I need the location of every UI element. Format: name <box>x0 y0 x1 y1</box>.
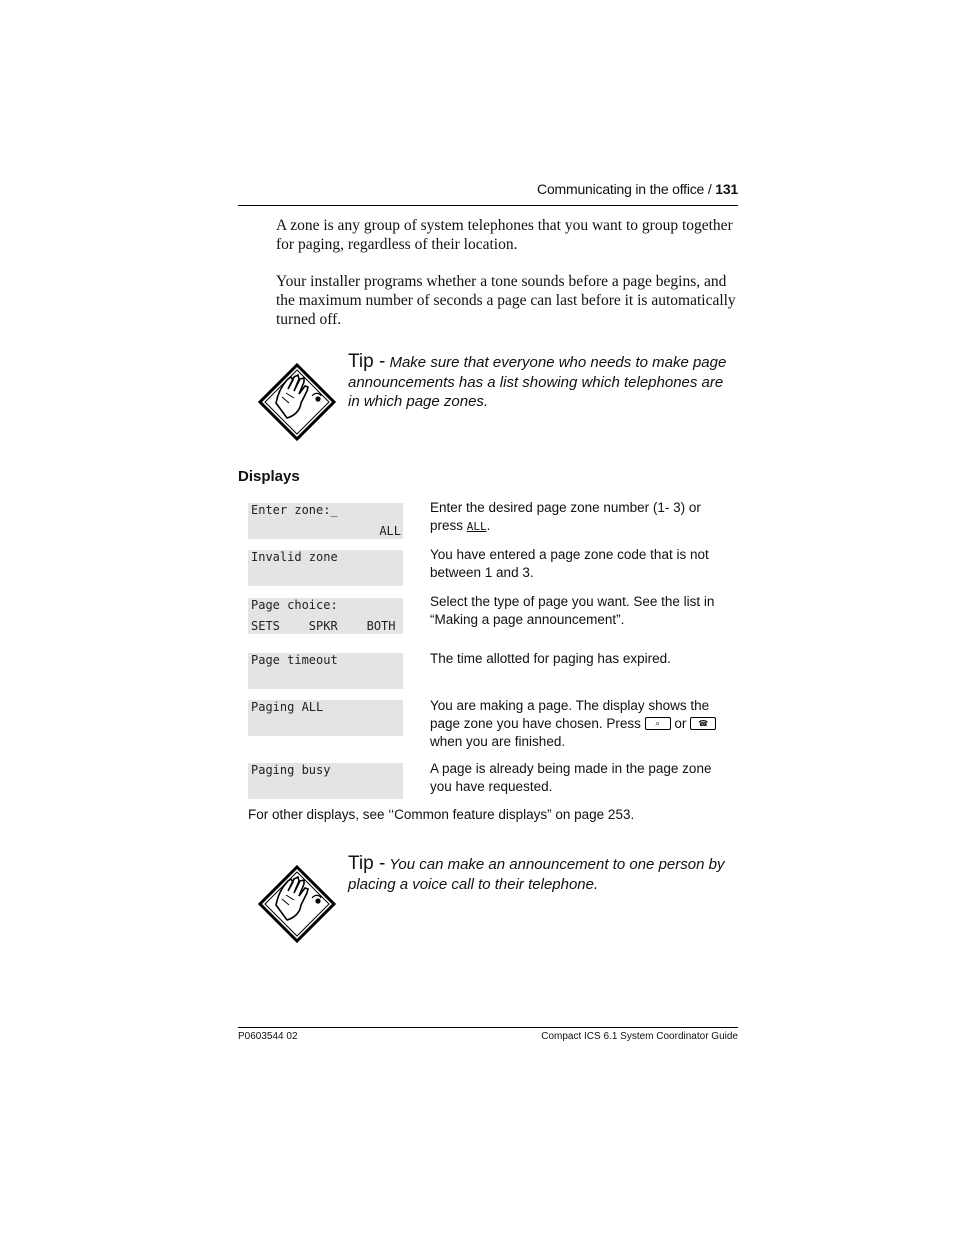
header-rule <box>238 205 738 206</box>
display-description: A page is already being made in the page zone you have requested. <box>430 761 712 794</box>
display-description: Select the type of page you want. See the list in “Making a page announcement”. <box>430 594 715 627</box>
tip-hand-icon <box>258 865 336 943</box>
lcd-line-1: Enter zone:_ <box>251 503 338 517</box>
feature-key-icon: ⌕ <box>645 717 671 730</box>
release-key-icon: ☎ <box>690 717 716 730</box>
header-separator: / <box>704 181 716 197</box>
lcd-display <box>248 653 403 689</box>
description-text: You are making a page. The display shows the page zone you have chosen. Press <box>430 698 710 731</box>
tip-hand-icon <box>258 363 336 441</box>
lcd-line-1: Page choice: <box>251 598 338 612</box>
document-title: Compact ICS 6.1 System Coordinator Guide <box>541 1031 738 1042</box>
display-description <box>430 697 736 751</box>
description-text: Enter the desired page zone number (1- 3) or press <box>430 500 701 533</box>
tip-text: You can make an announcement to one person by placing a voice call to their telephone. <box>348 856 725 893</box>
lcd-line-1: Invalid zone <box>251 550 338 564</box>
display-description: You have entered a page zone code that is not between 1 and 3. <box>430 547 709 580</box>
lcd-line-2: SETS SPKR BOTH <box>251 619 396 633</box>
tip-text: Make sure that everyone who needs to make page announcements has a list showing which telephones are in which page zones. <box>348 354 727 410</box>
running-header <box>537 181 738 197</box>
lcd-line-2: ALL <box>379 524 401 538</box>
description-end: . <box>486 518 491 533</box>
display-description: The time allotted for paging has expired. <box>430 651 671 666</box>
description-or: or <box>670 716 691 731</box>
tip-label: Tip - <box>348 351 386 372</box>
displays-note: For other displays, see ‘‘Common feature displays” on page 253. <box>248 807 635 822</box>
page-number: 131 <box>715 181 738 197</box>
lcd-line-1: Paging ALL <box>251 700 324 714</box>
description-end: when you are finished. <box>430 734 566 749</box>
intro-paragraph-1: A zone is any group of system telephones that you want to group together for paging, regardless of their location. <box>276 217 733 253</box>
lcd-line-1: Page timeout <box>251 653 338 667</box>
lcd-display <box>248 700 403 736</box>
displays-heading: Displays <box>238 468 300 485</box>
section-title: Communicating in the office <box>537 181 705 197</box>
lcd-line-1: Paging busy <box>251 763 331 777</box>
tip-1 <box>348 352 728 412</box>
intro-paragraph-2: Your installer programs whether a tone sounds before a page begins, and the maximum number of seconds a page can last before it is automatically turned off. <box>276 273 736 328</box>
footer-rule <box>238 1027 738 1028</box>
lcd-display <box>248 763 403 799</box>
display-description <box>430 499 736 536</box>
tip-label: Tip - <box>348 853 386 874</box>
lcd-display <box>248 598 403 634</box>
document-number: P0603544 02 <box>238 1031 298 1042</box>
lcd-display <box>248 503 403 539</box>
tip-2 <box>348 854 740 894</box>
all-softkey-label: ALL <box>466 520 487 533</box>
lcd-display <box>248 550 403 586</box>
